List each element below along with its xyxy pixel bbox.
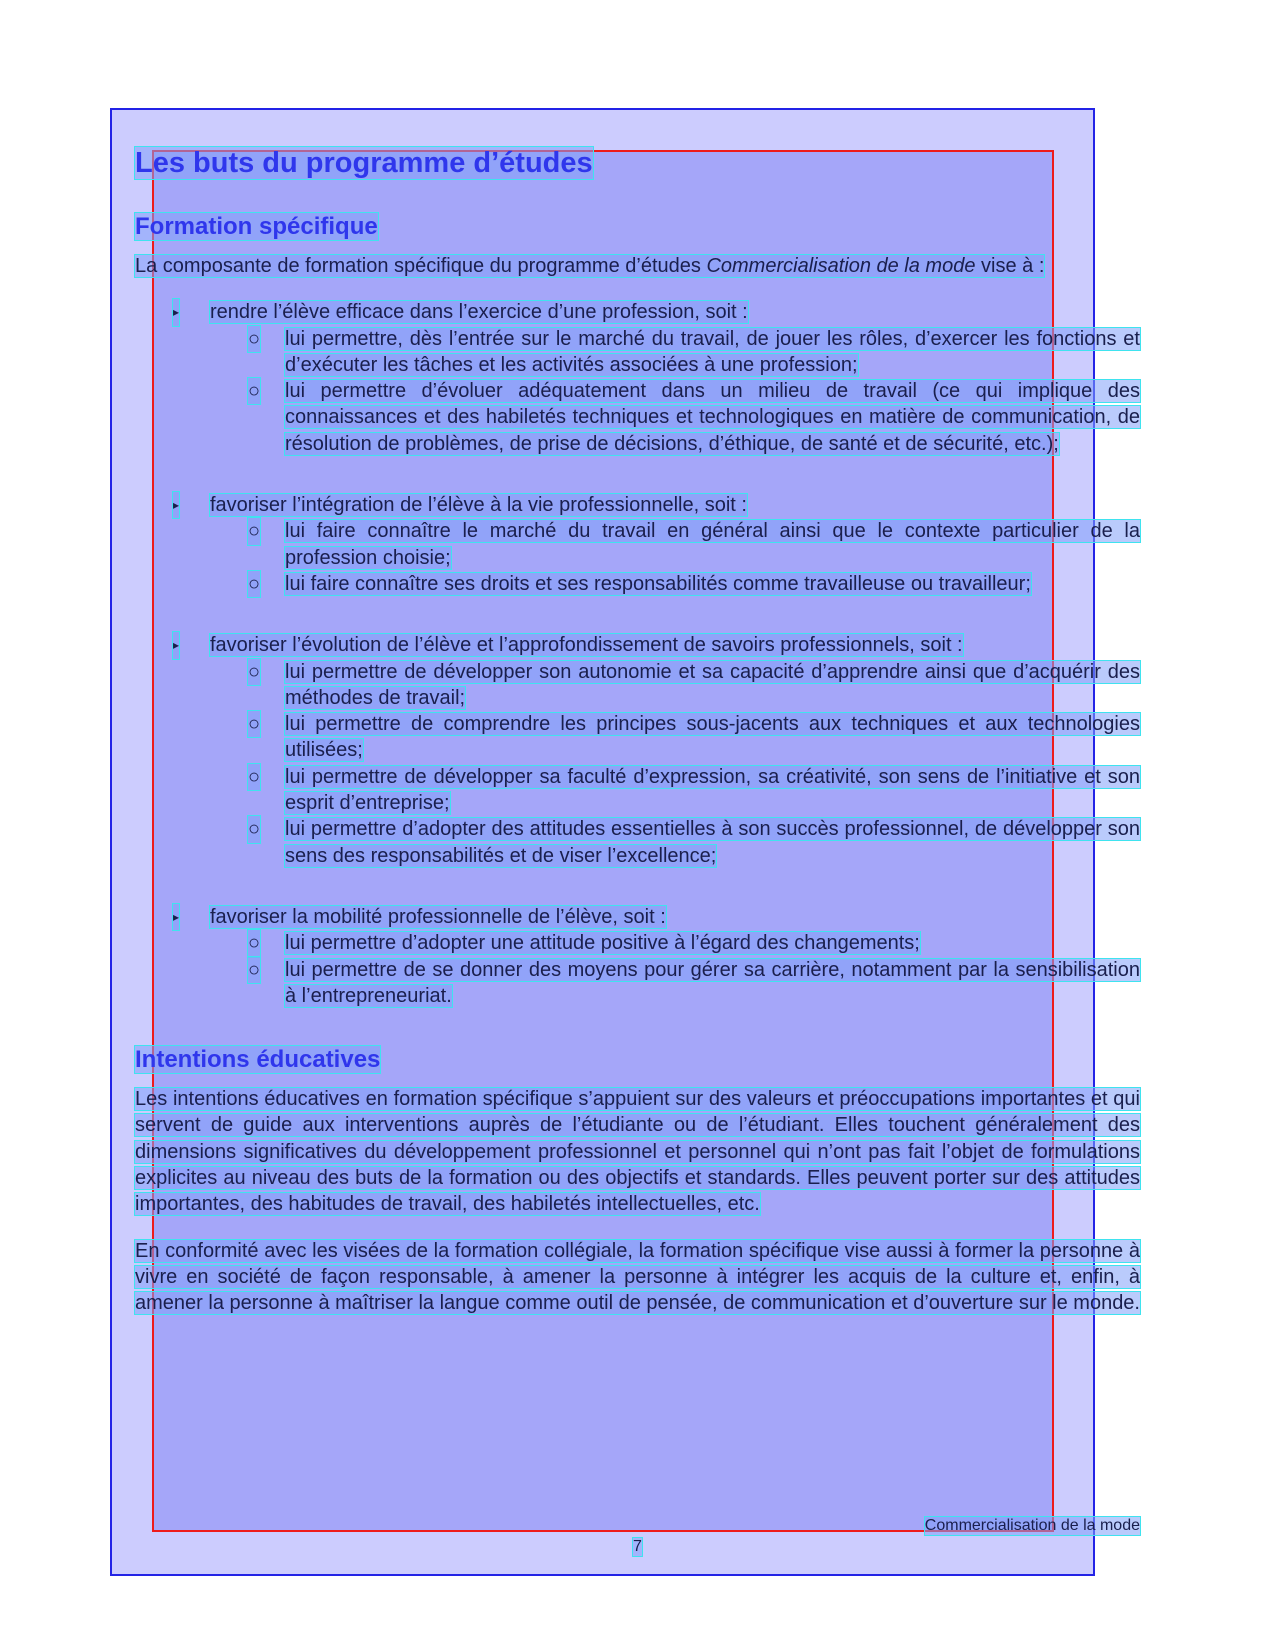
goal-item [135, 632, 1140, 869]
goal-subitem [135, 711, 1140, 764]
goal-subitem-text: lui permettre, dès l’entrée sur le marché du travail, de jouer les rôles, d’exercer les fonctions et d’exécuter les tâches et les activités associées à une profession; [285, 327, 1140, 376]
goal-subitems [210, 930, 1140, 1009]
goal-subitem [135, 326, 1140, 379]
goal-subitem-text: lui permettre d’adopter une attitude positive à l’égard des changements; [285, 932, 920, 955]
circle-bullet-icon: ○ [248, 816, 260, 842]
goal-label: favoriser l’évolution de l’élève et l’approfondissement de savoirs professionnels, soit : [210, 634, 963, 657]
goal-subitem [135, 764, 1140, 817]
circle-bullet-icon: ○ [248, 711, 260, 737]
bullet-icon: ▸ [173, 904, 179, 930]
intentions-paragraph-2: En conformité avec les visées de la formation collégiale, la formation spécifique vise aussi à former la personne à vivre en société de façon responsable, à amener la personne à intégrer les acquis de la culture et, enfin, à amener la personne à maîtriser la langue comme outil de pensée, de communication et d’ouverture sur le monde. [135, 1239, 1140, 1315]
goal-subitem [135, 518, 1140, 571]
section-heading-intentions: Intentions éducatives [135, 1046, 381, 1074]
goal-subitem-text: lui permettre d’évoluer adéquatement dans un milieu de travail (ce qui implique des connaissances et des habiletés techniques et technologiques en matière de communication, de résolution de problèmes, de prise de décisions, d’éthique, de santé et de sécurité, etc.); [285, 380, 1140, 455]
circle-bullet-icon: ○ [248, 326, 260, 352]
goal-subitem-text: lui faire connaître ses droits et ses responsabilités comme travailleuse ou travailleur; [285, 572, 1031, 595]
goal-subitem [135, 816, 1140, 869]
goal-subitem-text: lui permettre de développer sa faculté d’expression, sa créativité, son sens de l’initiative et son esprit d’entreprise; [285, 765, 1140, 815]
goal-subitem [135, 571, 1140, 597]
bullet-icon: ▸ [173, 632, 179, 658]
formation-intro: La composante de formation spécifique du programme d’études Commercialisation de la mode vise à : [135, 255, 1045, 277]
goals-list [135, 299, 1140, 1009]
goal-subitem-text: lui permettre de comprendre les principes sous-jacents aux techniques et aux technologies utilisées; [285, 713, 1140, 762]
goal-label: rendre l’élève efficace dans l’exercice d’une profession, soit : [210, 301, 748, 324]
goal-subitem-text: lui faire connaître le marché du travail en général ainsi que le contexte particulier de la profession choisie; [285, 520, 1140, 569]
goal-subitems [210, 518, 1140, 597]
footer-document-title: Commercialisation de la mode [924, 1517, 1140, 1534]
program-name: Commercialisation de la mode [706, 255, 976, 277]
goal-item [135, 299, 1140, 457]
page-title: Les buts du programme d’études [135, 147, 593, 179]
goal-item [135, 492, 1140, 597]
section-heading-formation: Formation spécifique [135, 213, 378, 240]
goal-subitem [135, 930, 1140, 956]
goal-label: favoriser l’intégration de l’élève à la vie professionnelle, soit : [210, 494, 747, 517]
goal-label: favoriser la mobilité professionnelle de l’élève, soit : [210, 905, 666, 928]
circle-bullet-icon: ○ [248, 764, 260, 790]
goal-subitem [135, 659, 1140, 712]
intentions-paragraph-1: Les intentions éducatives en formation spécifique s’appuient sur des valeurs et préoccupations importantes et qui servent de guide aux interventions auprès de l’étudiante ou de l’étudiant. Elles touchent généralement des dimensions significatives du développement professionnel et personnel qui n’ont pas fait l’objet de formulations explicites au niveau des buts de la formation ou des objectifs et standards. Elles peuvent porter sur des attitudes importantes, des habitudes de travail, des habiletés intellectuelles, etc. [135, 1088, 1140, 1216]
circle-bullet-icon: ○ [248, 930, 260, 956]
goal-subitems [210, 326, 1140, 457]
goal-subitem [135, 378, 1140, 457]
goal-subitem-text: lui permettre d’adopter des attitudes essentielles à son succès professionnel, de développer son sens des responsabilités et de viser l’excellence; [285, 818, 1140, 867]
circle-bullet-icon: ○ [248, 659, 260, 685]
goal-subitem-text: lui permettre de développer son autonomie et sa capacité d’apprendre ainsi que d’acquérir des méthodes de travail; [285, 660, 1140, 709]
circle-bullet-icon: ○ [248, 571, 260, 597]
circle-bullet-icon: ○ [248, 518, 260, 544]
goal-item [135, 904, 1140, 1009]
document-body [135, 145, 1140, 1337]
bullet-icon: ▸ [173, 492, 179, 518]
circle-bullet-icon: ○ [248, 378, 260, 404]
bullet-icon: ▸ [173, 299, 179, 325]
page-number: 7 [633, 1538, 642, 1555]
goal-subitem-text: lui permettre de se donner des moyens pour gérer sa carrière, notamment par la sensibilisation à l’entrepreneuriat. [285, 958, 1140, 1007]
circle-bullet-icon: ○ [248, 957, 260, 983]
goal-subitems [210, 659, 1140, 869]
goal-subitem [135, 957, 1140, 1010]
